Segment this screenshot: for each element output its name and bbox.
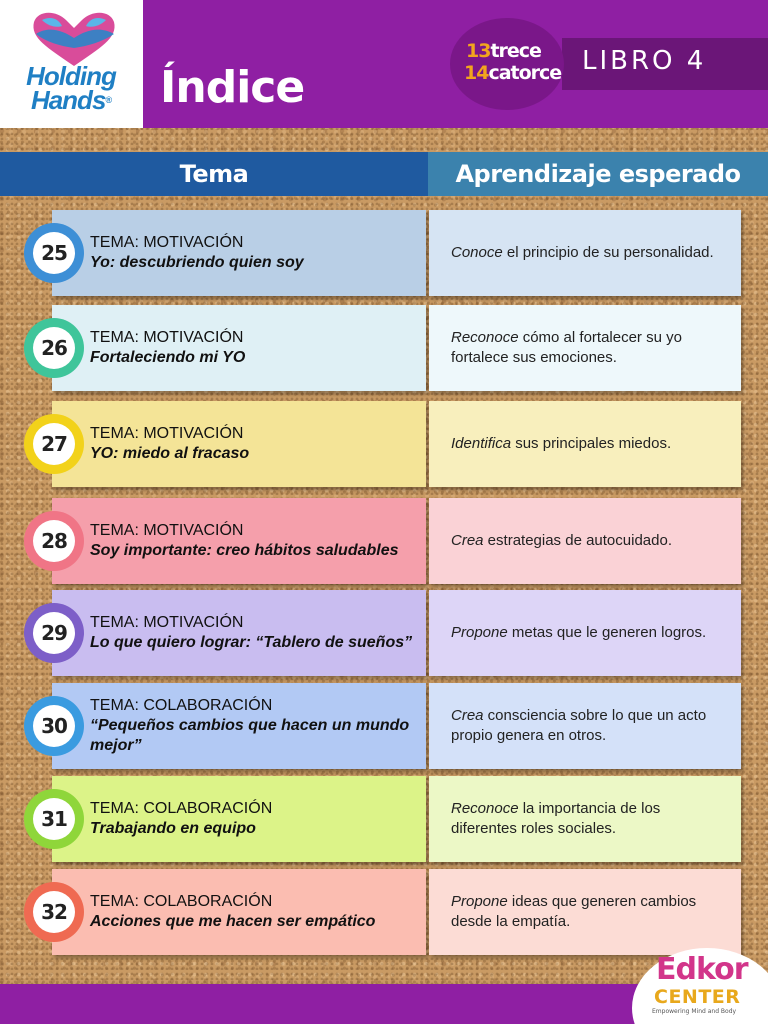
lesson-number: 31 xyxy=(33,798,75,840)
topic-category: TEMA: MOTIVACIÓN xyxy=(90,329,244,346)
learning-outcome-cell xyxy=(429,210,741,296)
lesson-number-badge xyxy=(24,789,84,849)
table-row xyxy=(0,498,768,584)
learning-outcome-text xyxy=(451,892,727,932)
learning-outcome-rest: ideas que generen cambios desde la empatía. xyxy=(451,893,697,930)
lesson-number-badge xyxy=(24,318,84,378)
learning-outcome-verb: Propone xyxy=(451,624,508,641)
topic-text xyxy=(90,401,420,487)
topic-title: Lo que quiero lograr: “Tablero de sueños” xyxy=(90,634,413,651)
holding-hands-logo xyxy=(0,0,143,128)
table-row xyxy=(0,590,768,676)
lesson-number: 25 xyxy=(33,232,75,274)
table-row xyxy=(0,869,768,955)
learning-outcome-rest: sus principales miedos. xyxy=(511,435,672,452)
learning-outcome-verb: Conoce xyxy=(451,244,503,261)
column-header-aprendizaje: Aprendizaje esperado xyxy=(428,152,768,196)
topic-title: “Pequeños cambios que hacen un mundo mejor” xyxy=(90,717,410,754)
topic-text xyxy=(90,683,420,769)
learning-outcome-cell xyxy=(429,776,741,862)
lesson-number: 29 xyxy=(33,612,75,654)
topic-title: Trabajando en equipo xyxy=(90,820,256,837)
edkor-logo-name: Edkor xyxy=(656,952,748,987)
learning-outcome-text xyxy=(451,799,727,839)
lesson-number-badge xyxy=(24,414,84,474)
learning-outcome-text xyxy=(451,623,706,643)
lesson-number: 30 xyxy=(33,705,75,747)
table-row xyxy=(0,776,768,862)
topic-category: TEMA: MOTIVACIÓN xyxy=(90,614,244,631)
topic-category: TEMA: MOTIVACIÓN xyxy=(90,522,244,539)
learning-outcome-verb: Identifica xyxy=(451,435,512,452)
table-row xyxy=(0,305,768,391)
table-row xyxy=(0,401,768,487)
learning-outcome-verb: Propone xyxy=(451,893,508,910)
header-bar xyxy=(0,0,768,128)
table-row xyxy=(0,683,768,769)
topic-title: Fortaleciendo mi YO xyxy=(90,349,246,366)
edkor-logo-tagline: Empowering Mind and Body xyxy=(652,1008,737,1015)
learning-outcome-rest: metas que le generen logros. xyxy=(507,624,707,641)
lesson-number-badge xyxy=(24,511,84,571)
learning-outcome-text xyxy=(451,328,727,368)
learning-outcome-rest: cómo al fortalecer su yo fortalece sus emociones. xyxy=(451,329,682,366)
learning-outcome-verb: Reconoce xyxy=(451,329,519,346)
learning-outcome-rest: la importancia de los diferentes roles sociales. xyxy=(451,800,661,837)
topic-category: TEMA: COLABORACIÓN xyxy=(90,697,273,714)
learning-outcome-rest: el principio de su personalidad. xyxy=(502,244,714,261)
learning-outcome-cell xyxy=(429,305,741,391)
learning-outcome-text xyxy=(451,706,727,746)
topic-title: YO: miedo al fracaso xyxy=(90,445,250,462)
table-row xyxy=(0,210,768,296)
topic-text xyxy=(90,305,420,391)
logo-wordmark: Holding Hands® xyxy=(26,61,116,115)
book-label: LIBRO 4 xyxy=(582,46,707,76)
lesson-number: 28 xyxy=(33,520,75,562)
learning-outcome-rest: estrategias de autocuidado. xyxy=(483,532,672,549)
learning-outcome-rest: consciencia sobre lo que un acto propio genera en otros. xyxy=(451,707,707,744)
learning-outcome-cell xyxy=(429,683,741,769)
learning-outcome-text xyxy=(451,531,672,551)
series-label-catorce: 14catorce xyxy=(464,62,562,84)
lesson-number-badge xyxy=(24,696,84,756)
topic-text xyxy=(90,590,420,676)
topic-title: Yo: descubriendo quien soy xyxy=(90,254,304,271)
lesson-number: 32 xyxy=(33,891,75,933)
lesson-number: 27 xyxy=(33,423,75,465)
learning-outcome-verb: Crea xyxy=(451,532,484,549)
learning-outcome-text xyxy=(451,434,671,454)
lesson-number-badge xyxy=(24,882,84,942)
topic-text xyxy=(90,869,420,955)
page-title: Índice xyxy=(160,62,305,113)
topic-text xyxy=(90,776,420,862)
learning-outcome-cell xyxy=(429,869,741,955)
topic-category: TEMA: MOTIVACIÓN xyxy=(90,234,244,251)
topic-text xyxy=(90,498,420,584)
column-header-tema: Tema xyxy=(0,152,428,196)
lesson-number: 26 xyxy=(33,327,75,369)
learning-outcome-verb: Crea xyxy=(451,707,484,724)
learning-outcome-cell xyxy=(429,401,741,487)
lesson-number-badge xyxy=(24,603,84,663)
lesson-number-badge xyxy=(24,223,84,283)
topic-title: Soy importante: creo hábitos saludables xyxy=(90,542,399,559)
topic-title: Acciones que me hacen ser empático xyxy=(90,913,376,930)
learning-outcome-cell xyxy=(429,498,741,584)
learning-outcome-cell xyxy=(429,590,741,676)
learning-outcome-verb: Reconoce xyxy=(451,800,519,817)
edkor-logo-center: CENTER xyxy=(654,986,741,1008)
series-label-trece: 13trece xyxy=(466,40,541,62)
topic-category: TEMA: MOTIVACIÓN xyxy=(90,425,244,442)
topic-category: TEMA: COLABORACIÓN xyxy=(90,800,273,817)
learning-outcome-text xyxy=(451,243,714,263)
topic-text xyxy=(90,210,420,296)
topic-category: TEMA: COLABORACIÓN xyxy=(90,893,273,910)
